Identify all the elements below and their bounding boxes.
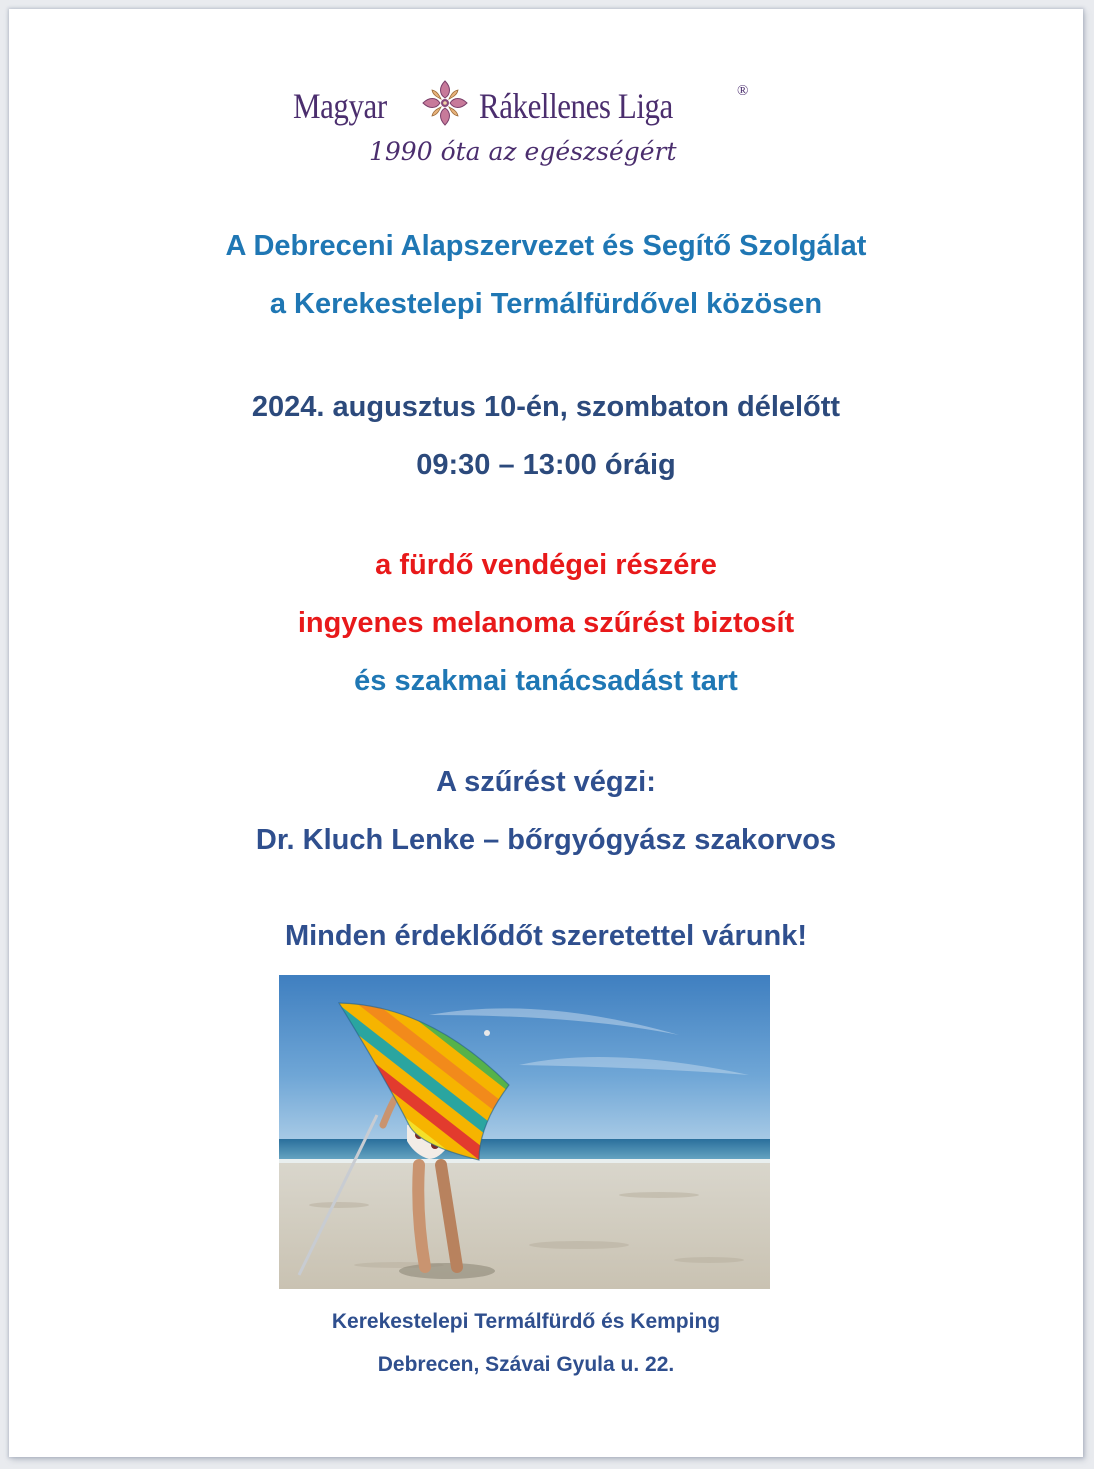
- registered-mark: ®: [737, 83, 749, 99]
- advice-line: és szakmai tanácsadást tart: [354, 665, 738, 697]
- date-line: 2024. augusztus 10-én, szombaton délelőtt: [251, 391, 841, 423]
- logo-word-left: Magyar: [293, 86, 387, 126]
- partner-line: a Kerekestelepi Termálfürdővel közösen: [269, 288, 823, 320]
- logo: [9, 71, 1083, 181]
- logo-tagline: 1990 óta az egészségért: [369, 137, 677, 166]
- doctor-line: Dr. Kluch Lenke – bőrgyógyász szakorvos: [255, 824, 837, 856]
- time-line: 09:30 – 13:00 óráig: [416, 449, 676, 481]
- screening-line: ingyenes melanoma szűrést biztosít: [297, 607, 795, 639]
- org-line: A Debreceni Alapszervezet és Segítő Szolgálat: [225, 230, 867, 262]
- beach-umbrella-photo: [279, 975, 770, 1289]
- welcome-line: Minden érdeklődőt szeretettel várunk!: [284, 920, 808, 952]
- venue-name: Kerekestelepi Termálfürdő és Kemping: [331, 1310, 721, 1333]
- guests-line: a fürdő vendégei részére: [375, 549, 717, 581]
- logo-word-right: Rákellenes Liga: [479, 86, 673, 126]
- venue-address: Debrecen, Szávai Gyula u. 22.: [377, 1353, 675, 1376]
- cross-flower-icon: [421, 79, 469, 127]
- performer-label: A szűrést végzi:: [436, 766, 656, 798]
- flyer-page: [9, 9, 1083, 1457]
- beach-scene-illustration: [279, 975, 770, 1289]
